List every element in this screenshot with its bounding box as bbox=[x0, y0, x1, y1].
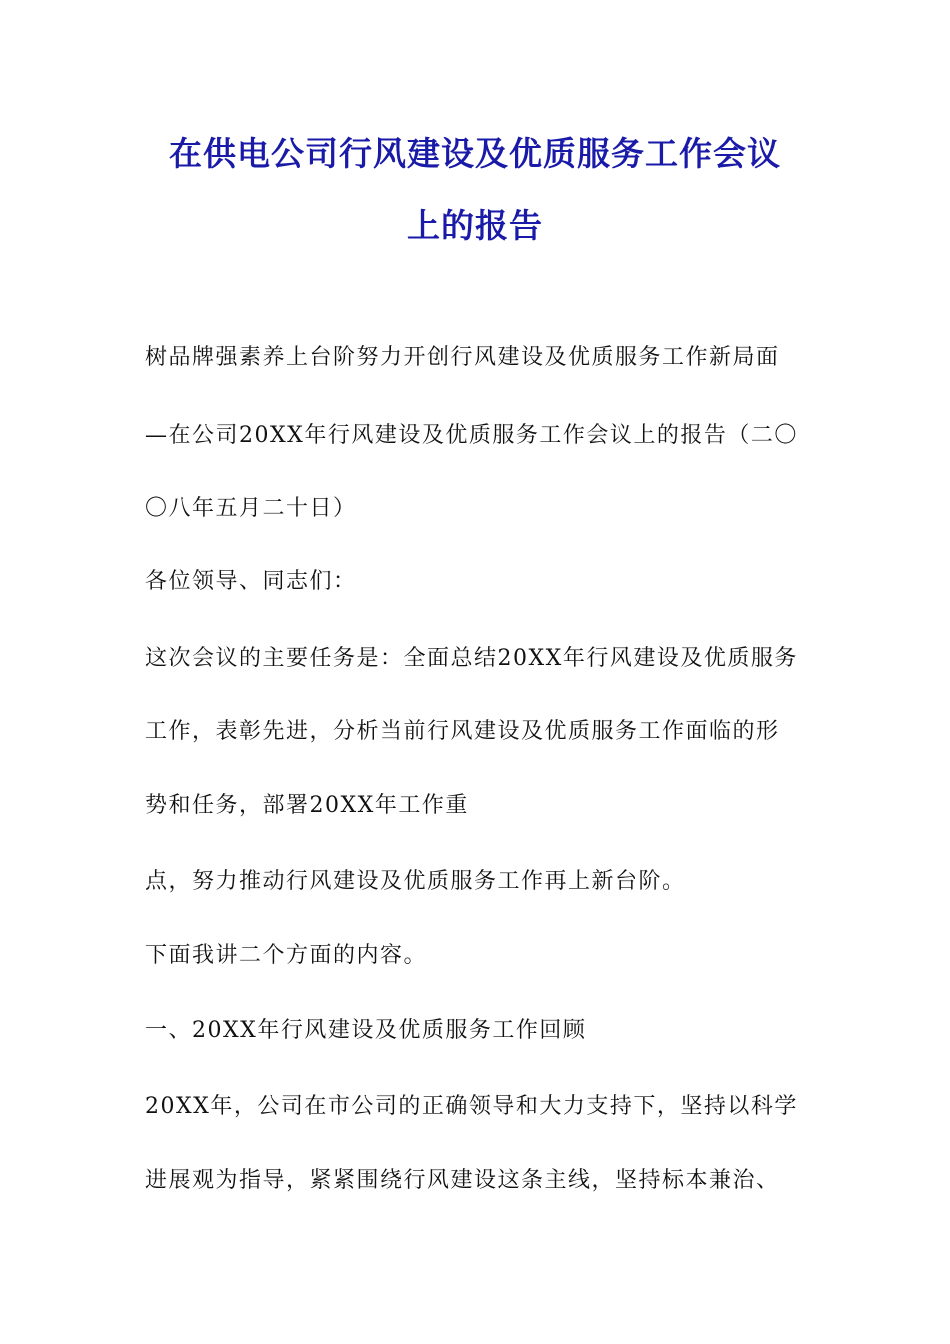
paragraph-line-2: —在公司20XX年行风建设及优质服务工作会议上的报告（二〇 bbox=[145, 423, 798, 448]
document-title-line-2: 上的报告 bbox=[407, 206, 543, 245]
paragraph-line-3: 〇八年五月二十日） bbox=[145, 496, 357, 521]
paragraph-line-11: 20XX年，公司在市公司的正确领导和大力支持下，坚持以科学 bbox=[145, 1094, 798, 1119]
paragraph-line-5: 这次会议的主要任务是：全面总结20XX年行风建设及优质服务 bbox=[145, 646, 798, 671]
paragraph-line-12: 进展观为指导，紧紧围绕行风建设这条主线，坚持标本兼治、 bbox=[145, 1168, 780, 1193]
section-heading-1: 一、20XX年行风建设及优质服务工作回顾 bbox=[145, 1018, 587, 1043]
salutation-line: 各位领导、同志们： bbox=[145, 569, 357, 594]
paragraph-line-6: 工作，表彰先进，分析当前行风建设及优质服务工作面临的形 bbox=[145, 719, 780, 744]
document-title-line-1: 在供电公司行风建设及优质服务工作会议 bbox=[169, 134, 781, 173]
paragraph-line-7: 势和任务，部署20XX年工作重 bbox=[145, 793, 469, 818]
paragraph-line-9: 下面我讲二个方面的内容。 bbox=[145, 943, 428, 968]
paragraph-line-8: 点，努力推动行风建设及优质服务工作再上新台阶。 bbox=[145, 869, 686, 894]
paragraph-line-1: 树品牌强素养上台阶努力开创行风建设及优质服务工作新局面 bbox=[145, 345, 780, 370]
